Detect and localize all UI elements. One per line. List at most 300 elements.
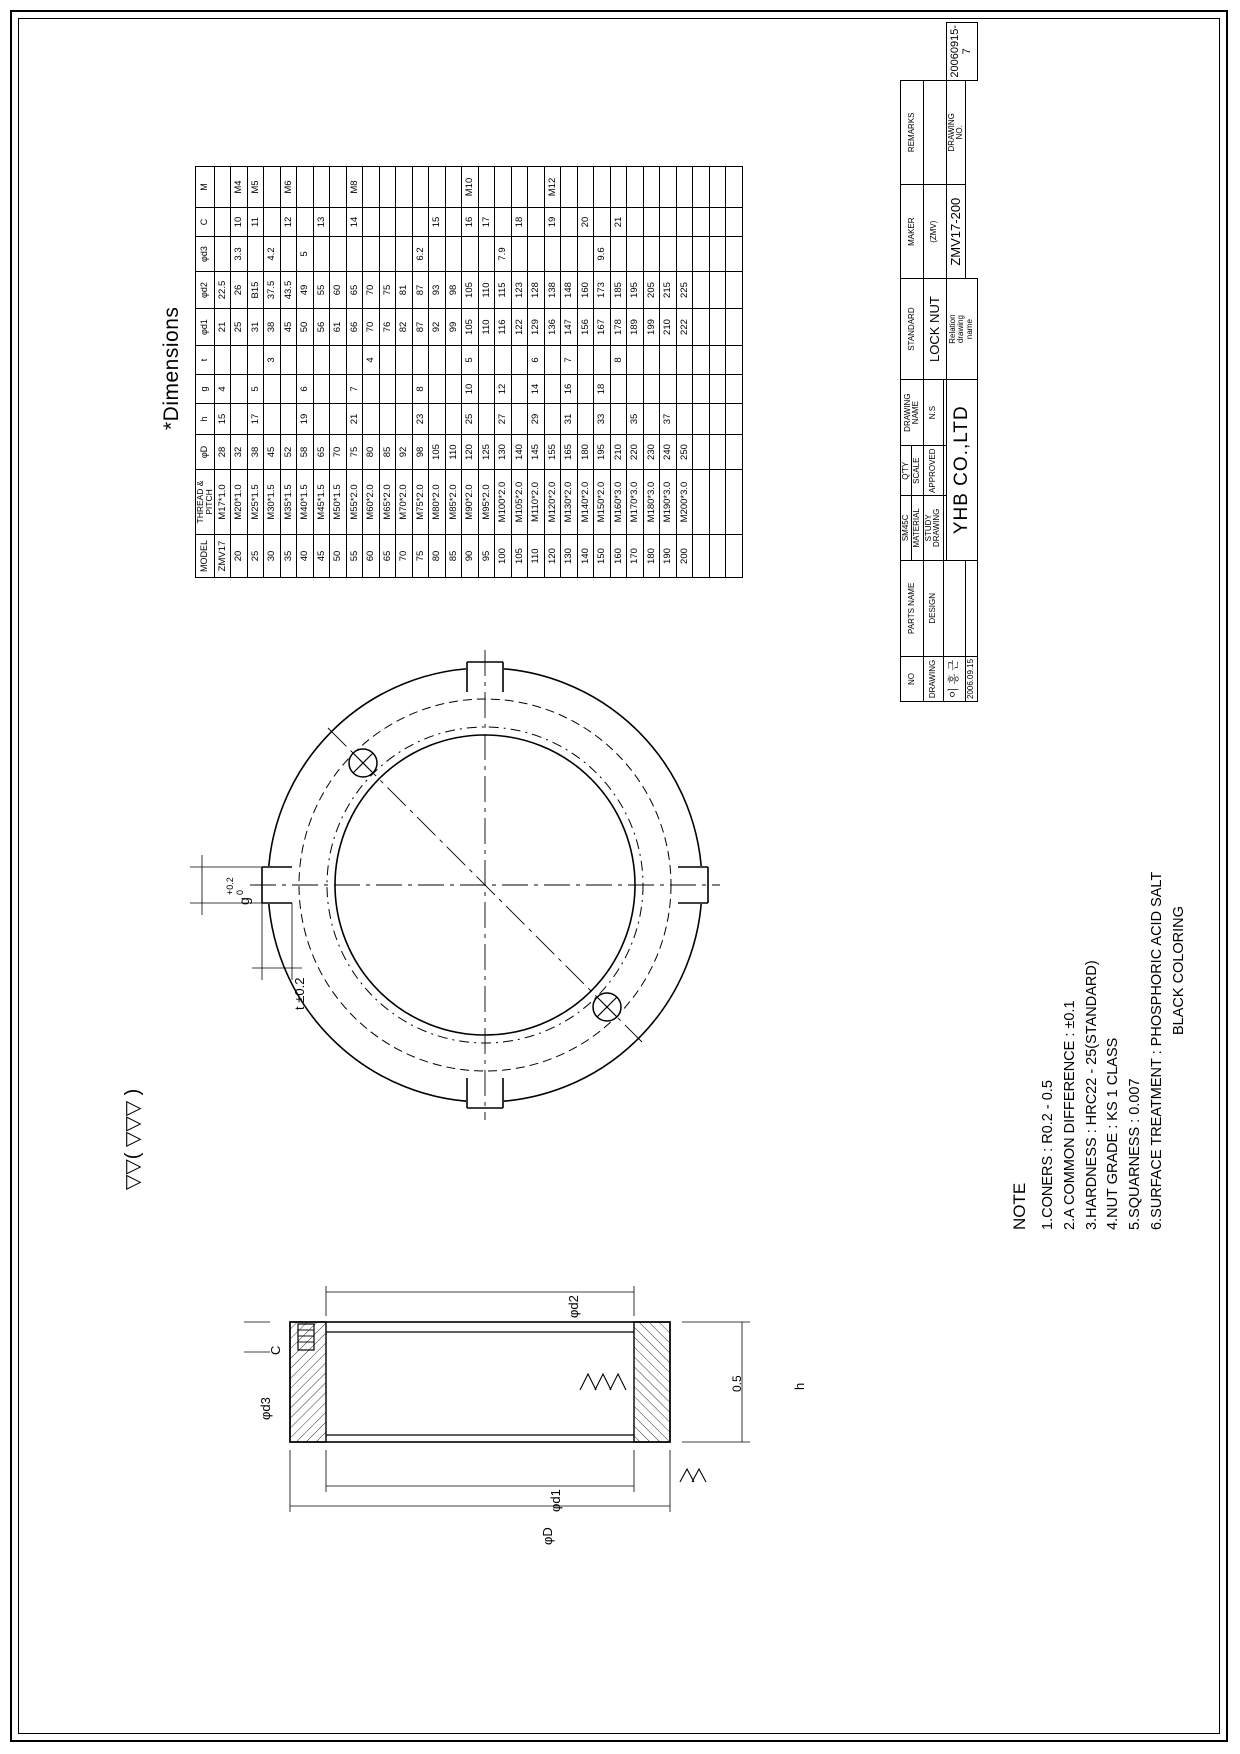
cell-C — [330, 208, 347, 237]
cell-t — [412, 346, 429, 375]
cell-h: 29 — [528, 404, 545, 435]
cell-M — [478, 167, 495, 208]
cell-h — [511, 404, 528, 435]
cell-empty — [693, 404, 710, 435]
section-d3-label: φd3 — [258, 1397, 273, 1420]
cell-C: 21 — [610, 208, 627, 237]
cell-g — [396, 375, 413, 404]
section-view-drawing — [250, 1270, 810, 1530]
cell-model: 50 — [330, 535, 347, 578]
cell-d2: 110 — [478, 272, 495, 309]
cell-thread: M95*2.0 — [478, 470, 495, 535]
cell-h — [363, 404, 380, 435]
cell-d1: 122 — [511, 309, 528, 346]
cell-g — [610, 375, 627, 404]
cell-D: 85 — [379, 435, 396, 470]
cell-thread: M80*2.0 — [429, 470, 446, 535]
cell-thread: M90*2.0 — [462, 470, 479, 535]
cell-d3 — [214, 237, 231, 272]
cell-model: 30 — [264, 535, 281, 578]
cell-t — [247, 346, 264, 375]
table-row-empty — [726, 167, 743, 578]
cell-g — [577, 375, 594, 404]
cell-D: 45 — [264, 435, 281, 470]
cell-d1: 99 — [445, 309, 462, 346]
cell-t: 5 — [462, 346, 479, 375]
cell-d1: 178 — [610, 309, 627, 346]
cell-C — [594, 208, 611, 237]
cell-t — [231, 346, 248, 375]
cell-d3: 3.3 — [231, 237, 248, 272]
cell-D: 32 — [231, 435, 248, 470]
cell-d3 — [429, 237, 446, 272]
cell-d2: 148 — [561, 272, 578, 309]
cell-empty — [709, 272, 726, 309]
cell-M — [297, 167, 314, 208]
table-row — [280, 167, 297, 578]
cell-d1: 105 — [462, 309, 479, 346]
cell-thread: M190*3.0 — [660, 470, 677, 535]
cell-model: 180 — [643, 535, 660, 578]
header-t: t — [196, 346, 215, 375]
section-right-wall — [634, 1322, 670, 1442]
cell-M — [676, 167, 693, 208]
cell-empty — [693, 470, 710, 535]
cell-empty — [709, 208, 726, 237]
cell-C: 18 — [511, 208, 528, 237]
cell-d2: 26 — [231, 272, 248, 309]
cell-thread: M55*2.0 — [346, 470, 363, 535]
cell-M: M12 — [544, 167, 561, 208]
cell-model: 90 — [462, 535, 479, 578]
cell-g — [660, 375, 677, 404]
cell-thread: M60*2.0 — [363, 470, 380, 535]
front-view-g-tolerance: +0.2 0 — [225, 877, 245, 895]
cell-d2: 49 — [297, 272, 314, 309]
cell-g: 14 — [528, 375, 545, 404]
cell-C — [528, 208, 545, 237]
cell-d2: 160 — [577, 272, 594, 309]
section-D-label: φD — [540, 1527, 555, 1545]
cell-C — [214, 208, 231, 237]
cell-M — [396, 167, 413, 208]
cell-D: 105 — [429, 435, 446, 470]
cell-g — [363, 375, 380, 404]
cell-M — [363, 167, 380, 208]
cell-M: M5 — [247, 167, 264, 208]
title-block-table — [900, 22, 978, 702]
cell-t: 6 — [528, 346, 545, 375]
cell-D: 28 — [214, 435, 231, 470]
cell-d3 — [643, 237, 660, 272]
cell-d3 — [660, 237, 677, 272]
note-line-3: 3.HARDNESS : HRC22 - 25(STANDARD) — [1083, 960, 1100, 1230]
cell-d1: 50 — [297, 309, 314, 346]
cell-t — [643, 346, 660, 375]
tb-parts-name: PARTS NAME — [901, 560, 924, 656]
cell-g — [313, 375, 330, 404]
cell-D: 250 — [676, 435, 693, 470]
cell-empty — [726, 535, 743, 578]
section-outline — [290, 1322, 670, 1442]
cell-M: M8 — [346, 167, 363, 208]
cell-h: 17 — [247, 404, 264, 435]
cell-t — [511, 346, 528, 375]
cell-d3 — [313, 237, 330, 272]
cell-h — [264, 404, 281, 435]
cell-C — [396, 208, 413, 237]
cell-C — [412, 208, 429, 237]
cell-C: 11 — [247, 208, 264, 237]
cell-d3 — [445, 237, 462, 272]
cell-thread: M65*2.0 — [379, 470, 396, 535]
cell-D: 230 — [643, 435, 660, 470]
tb-design-label: DESIGN — [923, 560, 943, 656]
cell-g: 8 — [412, 375, 429, 404]
cell-g: 18 — [594, 375, 611, 404]
cell-C — [561, 208, 578, 237]
cell-empty — [693, 272, 710, 309]
cell-d2: 55 — [313, 272, 330, 309]
cell-t — [330, 346, 347, 375]
dimensions-table-body — [214, 167, 742, 578]
cell-D: 70 — [330, 435, 347, 470]
cell-d2: 105 — [462, 272, 479, 309]
cell-M — [379, 167, 396, 208]
cell-empty — [726, 375, 743, 404]
table-row — [594, 167, 611, 578]
tb-remarks-value — [923, 80, 946, 184]
cell-D: 38 — [247, 435, 264, 470]
dimensions-title: *Dimensions — [160, 306, 183, 430]
cell-empty — [693, 375, 710, 404]
cell-M — [561, 167, 578, 208]
cell-empty — [726, 272, 743, 309]
cell-M — [643, 167, 660, 208]
cell-model: 60 — [363, 535, 380, 578]
cell-thread: M85*2.0 — [445, 470, 462, 535]
table-header-row — [196, 167, 215, 578]
cell-empty — [709, 470, 726, 535]
cell-g — [478, 375, 495, 404]
cell-model: 110 — [528, 535, 545, 578]
cell-D: 110 — [445, 435, 462, 470]
finish-mark-1 — [580, 1374, 596, 1390]
cell-M — [214, 167, 231, 208]
header-thread: THREAD & — [195, 480, 205, 524]
cell-C: 10 — [231, 208, 248, 237]
cell-d3 — [462, 237, 479, 272]
header-D: φD — [196, 435, 215, 470]
cell-C — [297, 208, 314, 237]
cell-d2: 128 — [528, 272, 545, 309]
cell-C — [264, 208, 281, 237]
cell-model: 130 — [561, 535, 578, 578]
cell-empty — [726, 404, 743, 435]
table-row — [429, 167, 446, 578]
table-row — [478, 167, 495, 578]
table-row — [346, 167, 363, 578]
header-g: g — [196, 375, 215, 404]
table-row — [214, 167, 231, 578]
cell-d1: 56 — [313, 309, 330, 346]
cell-d2: 87 — [412, 272, 429, 309]
cell-g — [379, 375, 396, 404]
cell-t: 4 — [363, 346, 380, 375]
cell-d2: 115 — [495, 272, 512, 309]
front-view-drawing — [250, 650, 720, 1120]
cell-thread: M40*1.5 — [297, 470, 314, 535]
cell-thread: M70*2.0 — [396, 470, 413, 535]
cell-g — [676, 375, 693, 404]
table-row — [676, 167, 693, 578]
cell-t — [660, 346, 677, 375]
cell-g — [280, 375, 297, 404]
cell-t — [396, 346, 413, 375]
cell-M — [610, 167, 627, 208]
cell-d3 — [280, 237, 297, 272]
cell-D: 75 — [346, 435, 363, 470]
cell-thread: M45*1.5 — [313, 470, 330, 535]
cell-h — [330, 404, 347, 435]
cell-d2: 173 — [594, 272, 611, 309]
cell-h: 23 — [412, 404, 429, 435]
cell-M — [594, 167, 611, 208]
cell-d1: 76 — [379, 309, 396, 346]
tb-approved: APPROVED — [923, 446, 943, 495]
table-row — [577, 167, 594, 578]
cell-g — [511, 375, 528, 404]
cell-model: 105 — [511, 535, 528, 578]
cell-d1: 92 — [429, 309, 446, 346]
cell-M: M6 — [280, 167, 297, 208]
cell-g — [544, 375, 561, 404]
cell-g: 16 — [561, 375, 578, 404]
front-view-t-label: t ±0.2 — [292, 977, 307, 1010]
cell-h — [577, 404, 594, 435]
cell-d1: 45 — [280, 309, 297, 346]
note-line-2: 2.A COMMON DIFFERENCE : ±0.1 — [1061, 1000, 1078, 1230]
tb-qty-label: Q'TY — [901, 446, 912, 495]
cell-thread: M150*2.0 — [594, 470, 611, 535]
table-row — [379, 167, 396, 578]
header-d2: φd2 — [196, 272, 215, 309]
cell-d3 — [577, 237, 594, 272]
table-row — [264, 167, 281, 578]
cell-d1: 87 — [412, 309, 429, 346]
tb-relation-drawing-name: Relation drawing name — [946, 279, 977, 379]
section-left-wall — [290, 1322, 326, 1442]
table-row — [462, 167, 479, 578]
cell-d2: 60 — [330, 272, 347, 309]
cell-D: 130 — [495, 435, 512, 470]
cell-d1: 129 — [528, 309, 545, 346]
cell-d3 — [561, 237, 578, 272]
cell-t — [544, 346, 561, 375]
cell-D: 145 — [528, 435, 545, 470]
cell-g — [429, 375, 446, 404]
cell-model: 70 — [396, 535, 413, 578]
cell-d1: 199 — [643, 309, 660, 346]
cell-thread: M100*2.0 — [495, 470, 512, 535]
cell-C — [627, 208, 644, 237]
title-block-container — [900, 22, 1210, 702]
section-C-label: C — [268, 1345, 283, 1355]
finish-mark-4 — [680, 1469, 694, 1482]
header-h: h — [196, 404, 215, 435]
cell-d2: B15 — [247, 272, 264, 309]
cell-d3 — [610, 237, 627, 272]
table-row — [412, 167, 429, 578]
cell-C — [379, 208, 396, 237]
tb-study-drawing: STUDY DRAWING — [923, 495, 943, 560]
table-row — [610, 167, 627, 578]
note-sub-line: BLACK COLORING — [1170, 906, 1187, 1035]
cell-d3 — [627, 237, 644, 272]
cell-h: 37 — [660, 404, 677, 435]
tb-date: 2006.09.15 — [966, 656, 977, 701]
cell-h — [231, 404, 248, 435]
cell-h: 15 — [214, 404, 231, 435]
cell-empty — [726, 167, 743, 208]
cell-d3 — [528, 237, 545, 272]
cell-d2: 65 — [346, 272, 363, 309]
cell-C — [676, 208, 693, 237]
cell-d3 — [676, 237, 693, 272]
cell-d3 — [247, 237, 264, 272]
cell-g: 12 — [495, 375, 512, 404]
header-M: M — [196, 167, 215, 208]
cell-empty — [709, 167, 726, 208]
cell-empty — [693, 237, 710, 272]
cell-M — [627, 167, 644, 208]
note-line-1: 1.CONERS : R0.2 - 0.5 — [1040, 1080, 1056, 1230]
cell-d2: 22.5 — [214, 272, 231, 309]
cell-D: 155 — [544, 435, 561, 470]
table-row — [330, 167, 347, 578]
cell-g — [264, 375, 281, 404]
cell-d1: 66 — [346, 309, 363, 346]
cell-model: 45 — [313, 535, 330, 578]
finish-mark-3 — [610, 1374, 626, 1390]
surface-finish-container — [120, 1088, 221, 1215]
cell-C — [660, 208, 677, 237]
cell-M — [511, 167, 528, 208]
finish-mark-5 — [692, 1469, 706, 1482]
cell-g — [231, 375, 248, 404]
header-pitch: PITCH — [203, 489, 214, 515]
cell-model: 75 — [412, 535, 429, 578]
cell-d1: 167 — [594, 309, 611, 346]
cell-t — [379, 346, 396, 375]
cell-thread: M17*1.0 — [214, 470, 231, 535]
cell-d1: 210 — [660, 309, 677, 346]
cell-d1: 25 — [231, 309, 248, 346]
cell-C: 19 — [544, 208, 561, 237]
cell-C — [363, 208, 380, 237]
table-row — [544, 167, 561, 578]
cell-d3 — [511, 237, 528, 272]
tb-standard: STANDARD — [901, 279, 924, 379]
cell-d1: 38 — [264, 309, 281, 346]
cell-thread: M75*2.0 — [412, 470, 429, 535]
cell-d1: 21 — [214, 309, 231, 346]
note-line-4: 4.NUT GRADE : KS 1 CLASS — [1105, 1037, 1122, 1230]
cell-model: 20 — [231, 535, 248, 578]
cell-t — [495, 346, 512, 375]
cell-d2: 37.5 — [264, 272, 281, 309]
cell-d2: 225 — [676, 272, 693, 309]
tb-material-label: SM45C — [901, 495, 912, 560]
table-row — [511, 167, 528, 578]
cell-d3: 9.6 — [594, 237, 611, 272]
dimensions-table — [195, 166, 743, 578]
table-row — [660, 167, 677, 578]
cell-t — [346, 346, 363, 375]
cell-D: 52 — [280, 435, 297, 470]
cell-empty — [726, 435, 743, 470]
note-line-5: 5.SQUARNESS : 0.007 — [1127, 1078, 1143, 1230]
cell-M — [412, 167, 429, 208]
cell-t — [297, 346, 314, 375]
cell-thread: M180*3.0 — [643, 470, 660, 535]
cell-M: M10 — [462, 167, 479, 208]
table-row — [396, 167, 413, 578]
cell-empty — [693, 346, 710, 375]
cell-h — [379, 404, 396, 435]
cell-model: 35 — [280, 535, 297, 578]
cell-d1: 31 — [247, 309, 264, 346]
cell-g — [643, 375, 660, 404]
cell-empty — [709, 237, 726, 272]
cell-empty — [693, 435, 710, 470]
cell-thread: M120*2.0 — [544, 470, 561, 535]
cell-C — [495, 208, 512, 237]
cell-M — [577, 167, 594, 208]
header-d3: φd3 — [196, 237, 215, 272]
title-block-row-1 — [901, 23, 912, 702]
header-model: MODEL — [196, 535, 215, 578]
section-chamfer-label: 0.5 — [730, 1375, 744, 1392]
cell-h — [396, 404, 413, 435]
cell-d3 — [346, 237, 363, 272]
cell-g: 7 — [346, 375, 363, 404]
header-thread-pitch — [196, 470, 215, 535]
cell-M: M4 — [231, 167, 248, 208]
table-row — [561, 167, 578, 578]
cell-model: 85 — [445, 535, 462, 578]
header-d1: φd1 — [196, 309, 215, 346]
cell-h: 33 — [594, 404, 611, 435]
cell-t — [445, 346, 462, 375]
cell-M — [495, 167, 512, 208]
note-title: NOTE — [1010, 1182, 1029, 1230]
table-row — [313, 167, 330, 578]
tb-drawing-name-label: DRAWING NAME — [901, 379, 924, 446]
cell-M — [330, 167, 347, 208]
table-row — [643, 167, 660, 578]
cell-t — [478, 346, 495, 375]
table-row — [247, 167, 264, 578]
cell-empty — [726, 346, 743, 375]
cell-empty — [709, 375, 726, 404]
cell-D: 140 — [511, 435, 528, 470]
cell-h: 27 — [495, 404, 512, 435]
cell-t — [280, 346, 297, 375]
cell-M — [445, 167, 462, 208]
tb-designer: 이 홍 근 — [943, 656, 966, 701]
cell-thread: M170*3.0 — [627, 470, 644, 535]
